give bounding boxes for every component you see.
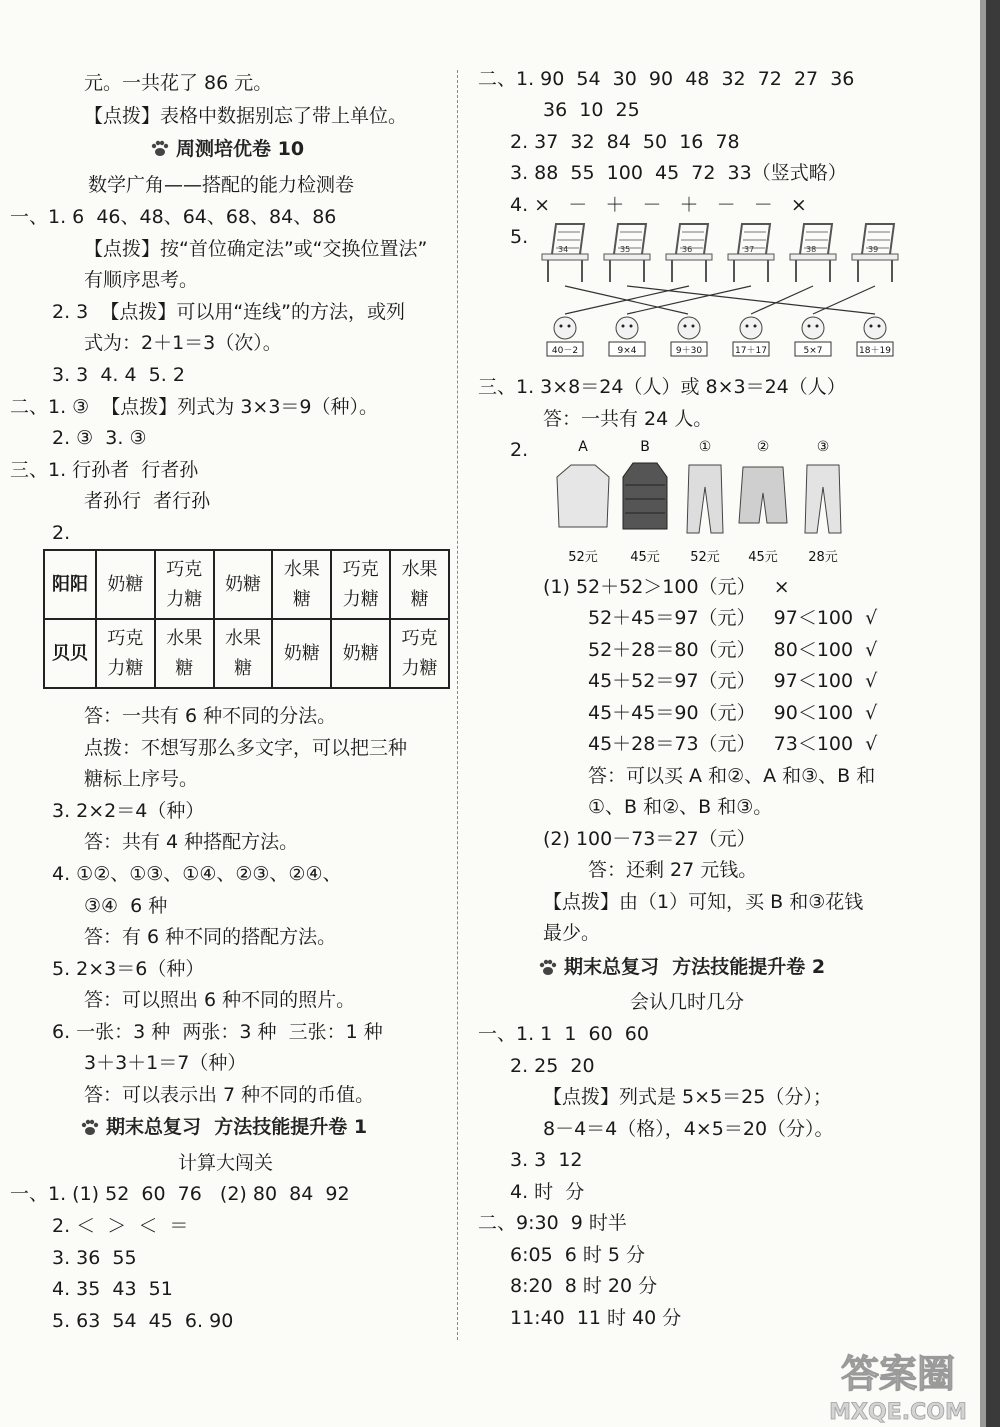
text-line: 8:20 8 时 20 分 [510, 1275, 658, 1297]
table-row [44, 619, 449, 688]
item-label: B [640, 439, 650, 455]
table-cell [214, 550, 273, 619]
cell-text: 奶糖 [225, 573, 262, 595]
answer-line: (1) 52＋52＞100（元） × [543, 576, 790, 598]
cell-text: 水果 [283, 558, 320, 580]
answer-line: 答：一共有 24 人。 [543, 408, 713, 430]
cell-text: 巧克 [107, 627, 144, 649]
watermark-title: 答案圈 [840, 1352, 956, 1396]
answer-line: 2. 25 20 [510, 1055, 595, 1077]
answer-line: 答：可以照出 6 种不同的照片。 [84, 989, 356, 1011]
cell-text: 奶糖 [107, 573, 144, 595]
hint-line: 【点拨】表格中数据别忘了带上单位。 [84, 105, 408, 127]
item-label: ① [698, 439, 712, 455]
item-price: 45元 [748, 550, 778, 565]
cell-text: 力糖 [401, 657, 438, 679]
answer-line: 5. 63 54 45 6. 90 [52, 1310, 234, 1332]
text-line: 有顺序思考。 [84, 269, 199, 291]
answer-line: 52＋45＝97（元） 97＜100 √ [588, 607, 878, 629]
trousers-icon [687, 465, 723, 533]
cell-text: 巧克 [166, 558, 203, 580]
shorts-icon [739, 467, 787, 523]
answer-line: 2. 3 【点拨】可以用“连线”的方法，或列 [52, 301, 406, 323]
cell-text: 水果 [401, 558, 438, 580]
section-subtitle: 会认几时几分 [630, 991, 745, 1013]
section-subtitle: 数学广角——搭配的能力检测卷 [88, 174, 355, 196]
answer-line: 2. 37 32 84 50 16 78 [510, 131, 740, 153]
answer-line: 3. 3 4. 4 5. 2 [52, 364, 185, 386]
answer-line: 二、9:30 9 时半 [478, 1212, 627, 1234]
answer-line: 答：有 6 种不同的搭配方法。 [84, 926, 337, 948]
text-line: ③④ 6 种 [84, 895, 168, 917]
animal-expression: 9×4 [617, 346, 637, 356]
animal-card [795, 317, 831, 356]
cell-text: 奶糖 [283, 642, 320, 664]
answer-line: 5. [510, 226, 529, 248]
answer-line: 2. [52, 522, 71, 544]
down-jacket-icon [623, 463, 667, 529]
paw-icon [80, 1119, 100, 1137]
text-line: 最少。 [543, 922, 601, 944]
answer-line: 答：一共有 6 种不同的分法。 [84, 705, 337, 727]
chair [604, 224, 650, 282]
table-cell [155, 550, 214, 619]
table-cell [96, 550, 155, 619]
cell-text: 糖 [410, 588, 429, 610]
section-subtitle: 计算大闯关 [178, 1152, 274, 1174]
text-line: ①、B 和②、B 和③。 [588, 796, 773, 818]
item-label: A [578, 439, 588, 455]
watermark-url: MXQE.COM [829, 1400, 967, 1425]
table-cell [155, 619, 214, 688]
chair-number: 39 [868, 245, 879, 254]
hint-line: 【点拨】列式是 5×5＝25（分）； [543, 1086, 832, 1108]
table-cell [390, 550, 449, 619]
text-line: 元。一共花了 86 元。 [84, 72, 273, 94]
cell-text: 力糖 [342, 588, 379, 610]
animal-expression: 18＋19 [859, 346, 891, 356]
answer-line: 4. 35 43 51 [52, 1278, 173, 1300]
chair-number: 35 [620, 245, 631, 254]
answer-line: (2) 100－73＝27（元） [543, 828, 756, 850]
animal-card [857, 317, 893, 356]
chairs-animals-figure [540, 222, 920, 362]
answer-line: 2. ＜ ＞ ＜ ＝ [52, 1215, 189, 1237]
animal-expression: 5×7 [803, 346, 823, 356]
text-line: 者孙行 者行孙 [84, 490, 211, 512]
row-label: 阳阳 [44, 550, 96, 619]
watermark-logo [808, 1345, 988, 1425]
answer-line: 36 10 25 [543, 99, 640, 121]
row-label: 贝贝 [44, 619, 96, 688]
text-line: 11:40 11 时 40 分 [510, 1307, 682, 1329]
text-line: 3＋3＋1＝7（种） [84, 1052, 247, 1074]
answer-line: 一、1. 1 1 60 60 [478, 1023, 649, 1045]
coat-icon [557, 465, 609, 527]
answer-line: 一、1. 6 46、48、64、68、84、86 [10, 206, 337, 228]
chair [728, 224, 774, 282]
answer-line: 4. 时 分 [510, 1181, 585, 1203]
table-cell [272, 550, 331, 619]
column-divider [457, 70, 458, 1340]
item-price: 52元 [568, 550, 598, 565]
text-line: 6:05 6 时 5 分 [510, 1244, 646, 1266]
text-line: 8－4＝4（格），4×5＝20（分）。 [543, 1118, 834, 1140]
item-label: ③ [816, 439, 830, 455]
answer-line: 2. ③ 3. ③ [52, 427, 147, 449]
answer-line: 3. 3 12 [510, 1149, 583, 1171]
answer-line: 答：共有 4 种搭配方法。 [84, 831, 299, 853]
animal-card [733, 317, 769, 356]
animal-card [609, 317, 645, 356]
chair-number: 38 [806, 245, 817, 254]
chair [542, 224, 588, 282]
answer-line: 5. 2×3＝6（种） [52, 958, 205, 980]
answer-line: 4. × － ＋ － ＋ － － × [510, 194, 807, 216]
table-cell [96, 619, 155, 688]
paw-icon [538, 959, 558, 977]
matching-lines [565, 286, 875, 314]
table-cell [272, 619, 331, 688]
answer-line: 45＋52＝97（元） 97＜100 √ [588, 670, 878, 692]
cell-text: 水果 [225, 627, 262, 649]
animal-card [547, 317, 583, 356]
answer-line: 答：可以表示出 7 种不同的币值。 [84, 1084, 375, 1106]
cell-text: 巧克 [401, 627, 438, 649]
item-label: ② [756, 439, 770, 455]
animal-expression: 40－2 [551, 346, 579, 356]
item-price: 45元 [630, 550, 660, 565]
chair [852, 224, 898, 282]
animal-card [671, 317, 707, 356]
answer-line: 45＋45＝90（元） 90＜100 √ [588, 702, 878, 724]
table-cell [331, 619, 390, 688]
cell-text: 巧克 [342, 558, 379, 580]
chair-number: 37 [744, 245, 755, 254]
page-edge [986, 0, 1000, 1427]
section-title: 周测培优卷 10 [176, 138, 305, 160]
answer-line: 二、1. 90 54 30 90 48 32 72 27 36 [478, 68, 855, 90]
cell-text: 水果 [166, 627, 203, 649]
answer-line: 3. 88 55 100 45 72 33（竖式略） [510, 162, 847, 184]
answer-line: 答：可以买 A 和②、A 和③、B 和 [588, 765, 876, 787]
cell-text: 糖 [234, 657, 253, 679]
text-line: 糖标上序号。 [84, 768, 199, 790]
jeans-icon [805, 465, 841, 533]
table-row [44, 550, 449, 619]
hint-line: 【点拨】按“首位确定法”或“交换位置法” [84, 238, 428, 260]
answer-line: 45＋28＝73（元） 73＜100 √ [588, 733, 878, 755]
hint-line: 【点拨】由（1）可知，买 B 和③花钱 [543, 891, 864, 913]
candy-table [43, 549, 450, 689]
answer-line: 4. ①②、①③、①④、②③、②④、 [52, 863, 342, 885]
animal-expression: 9＋30 [675, 346, 703, 356]
item-price: 28元 [808, 550, 838, 565]
cell-text: 糖 [292, 588, 311, 610]
table-cell [390, 619, 449, 688]
table-cell [331, 550, 390, 619]
answer-line: 3. 2×2＝4（种） [52, 800, 205, 822]
animal-expression: 17＋17 [735, 346, 767, 356]
answer-line: 二、1. ③ 【点拨】列式为 3×3＝9（种）。 [10, 396, 379, 418]
answer-line: 6. 一张：3 种 两张：3 种 三张：1 种 [52, 1021, 383, 1043]
answer-line: 答：还剩 27 元钱。 [588, 859, 758, 881]
answer-line: 2. [510, 439, 529, 461]
answer-line: 三、1. 行孙者 行者孙 [10, 459, 199, 481]
text-line: 式为：2＋1＝3（次）。 [84, 332, 282, 354]
cell-text: 奶糖 [342, 642, 379, 664]
section-title: 期末总复习 方法技能提升卷 1 [106, 1116, 368, 1138]
chair [666, 224, 712, 282]
chair [790, 224, 836, 282]
answer-line: 3. 36 55 [52, 1247, 137, 1269]
answer-line: 一、1. (1) 52 60 76 (2) 80 84 92 [10, 1183, 350, 1205]
chair-number: 36 [682, 245, 693, 254]
paw-icon [150, 140, 170, 158]
chair-number: 34 [558, 245, 569, 254]
section-title: 期末总复习 方法技能提升卷 2 [564, 956, 826, 978]
cell-text: 力糖 [166, 588, 203, 610]
hint-line: 点拨：不想写那么多文字，可以把三种 [84, 737, 408, 759]
cell-text: 糖 [175, 657, 194, 679]
clothes-figure [545, 437, 855, 567]
answer-line: 三、1. 3×8＝24（人）或 8×3＝24（人） [478, 376, 846, 398]
table-cell [214, 619, 273, 688]
answer-line: 52＋28＝80（元） 80＜100 √ [588, 639, 878, 661]
item-price: 52元 [690, 550, 720, 565]
cell-text: 力糖 [107, 657, 144, 679]
